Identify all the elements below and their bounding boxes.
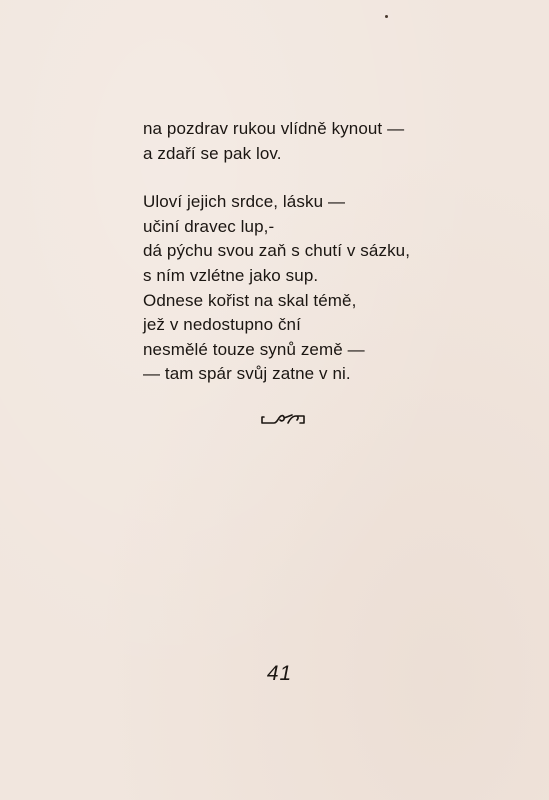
poem-line: učiní dravec lup,- (143, 216, 275, 236)
stanza-break (143, 166, 410, 190)
poem-line: Odnese kořist na skal témě, (143, 290, 357, 310)
flourish-ornament-icon (260, 411, 306, 427)
poem-text (143, 117, 410, 387)
poem-line: dá pýchu svou zaň s chutí v sázku, (143, 241, 411, 261)
poem-line: Uloví jejich srdce, lásku — (143, 192, 346, 212)
poem-line: — tam spár svůj zatne v ni. (143, 364, 351, 384)
page-number: 41 (266, 662, 293, 685)
poem-line: jež v nedostupno ční (143, 315, 301, 335)
poem-line: nesmělé touze synů země — (143, 339, 365, 359)
poem-line: a zdaří se pak lov. (143, 143, 282, 163)
poem-line: na pozdrav rukou vlídně kynout — (143, 119, 405, 138)
ink-speck (385, 15, 388, 18)
poem-line: s ním vzlétne jako sup. (143, 265, 319, 285)
